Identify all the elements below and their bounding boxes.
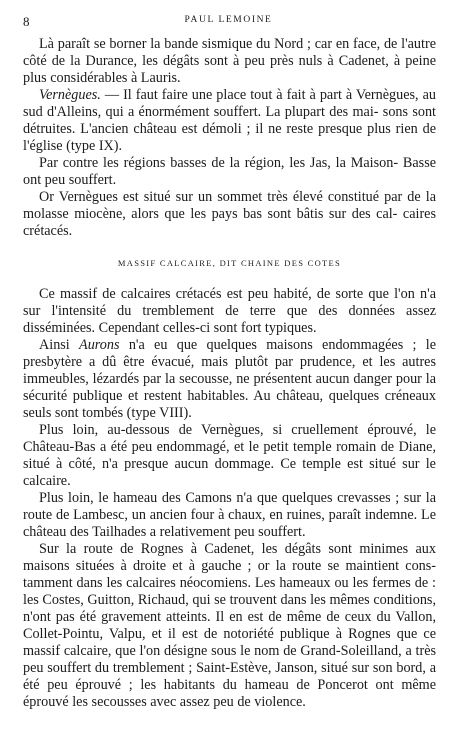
running-head: PAUL LEMOINE	[184, 15, 273, 25]
paragraph	[23, 36, 436, 87]
paragraph	[23, 422, 436, 490]
text-line: Ce massif de calcaires crétacés est peu habité, de sorte que l'on n'a	[39, 286, 436, 302]
text-line: Là paraît se borner la bande sismique du Nord ; car en face, de	[39, 36, 398, 52]
text-line: indemne. Le château des Tailhades a relativement peu souffert.	[23, 507, 436, 540]
paragraph-aurons	[23, 337, 436, 422]
text-line: à peine plus considérables à Lauris.	[23, 53, 436, 86]
text-line: Par contre les régions basses de la région, les Jas, la Maison-	[39, 155, 399, 171]
place-name-italic: Aurons	[79, 337, 120, 353]
text-line: Or Vernègues est situé sur un sommet très élevé constitué par de	[39, 189, 421, 205]
text-line: Plus loin, au-dessous de Vernègues, si cruellement éprouvé, le	[39, 422, 436, 438]
section-heading: MASSIF CALCAIRE, DIT CHAINE DES COTES	[117, 258, 342, 268]
text-line: tamment dans les calcaires néocomiens. Les hameaux ou les fermes	[23, 575, 411, 591]
paragraph	[23, 490, 436, 541]
text-line: Sur la route de Rognes à Cadenet, les dégâts sont minimes aux	[39, 541, 436, 557]
text-line: caires crétacés.	[23, 206, 437, 239]
text-line: Plus loin, le hameau des Camons n'a que quelques crevasses ; sur	[39, 490, 422, 506]
text-line: de : les Costes, Guitton, Richaud, qui se trouvent dans les mêmes	[23, 575, 436, 608]
page-number: 8	[23, 14, 30, 29]
text-line: la molasse miocène, alors que les pays bas sont bâtis sur des cal-	[23, 189, 437, 222]
text-line: Ainsi	[39, 337, 80, 353]
text-line: Château-Bas a été peu endommagé, et le petit temple romain de	[23, 439, 395, 455]
text-line: n'a eu que quelques maisons endommagées ; le	[119, 337, 436, 353]
text-line: au sud d'Alleins, qui a énormément souffert. La plupart des mai-	[23, 87, 436, 120]
text-line: plus rien de l'église (type IX).	[23, 121, 436, 154]
page-header	[23, 14, 434, 30]
text-block-bottom	[23, 286, 436, 711]
text-line: créneaux seuls sont tombés (type VIII).	[23, 388, 436, 421]
text-line: Janson, situé sur son bord, a été peu éprouvé ; les habitants du	[23, 660, 436, 693]
paragraph	[23, 155, 436, 189]
paragraph-vernegues	[23, 87, 436, 155]
place-name-italic: Vernègues.	[39, 87, 101, 103]
text-line: Basse ont peu souffert.	[23, 155, 437, 188]
text-line: Diane, situé à côté, n'a presque aucun dommage. Ce temple est situé	[23, 439, 436, 472]
text-line: l'autre côté de la Durance, les dégâts sont à peu près nuls à Cadenet,	[23, 36, 436, 69]
text-line: sur le calcaire.	[23, 456, 436, 489]
text-line: hameau de Poncerot ont même éprouvé les secousses avec assez	[23, 677, 437, 710]
paragraph	[23, 286, 436, 337]
text-line: disséminées. Cependant celles-ci sont fort typiques.	[23, 320, 317, 336]
text-line: peu de violence.	[213, 694, 306, 710]
text-line: pour la sécurité publique et restent habitables. Au château, quelques	[23, 371, 436, 404]
text-line: à Rognes que ce massif calcaire, que l'on désigne sous le nom de	[23, 626, 436, 659]
text-line: sons sont détruites. L'ancien château est démoli ; il ne reste presque	[23, 104, 436, 137]
paragraph	[23, 189, 436, 240]
text-line: conditions, n'ont pas été gravement atteints. Il en est de même de	[23, 592, 437, 625]
text-line: la route de Lambesc, un ancien four à chaux, en ruines, paraît	[23, 490, 436, 523]
text-line: maisons situées à droite et à gauche ; or la route se maintient cons-	[23, 558, 436, 574]
paragraph	[23, 541, 436, 711]
text-line: sur l'intensité du tremblement de terre que des données assez	[23, 303, 436, 319]
text-line: presbytère a dû être évacué, mais plutôt par prudence, et les autres	[23, 354, 436, 370]
text-block-top	[23, 36, 436, 240]
text-line: immeubles, lézardés par la secousse, ne présentent aucun danger	[23, 371, 392, 387]
text-line: ceux du Vallon, Collet-Pointu, Valpu, et il est de notoriété publique	[23, 609, 436, 642]
text-line: Grand-Soleilland, a très peu souffert du tremblement ; Saint-Estève,	[23, 643, 437, 676]
text-line: — Il faut faire une place tout à fait à part à Vernègues,	[100, 87, 419, 103]
